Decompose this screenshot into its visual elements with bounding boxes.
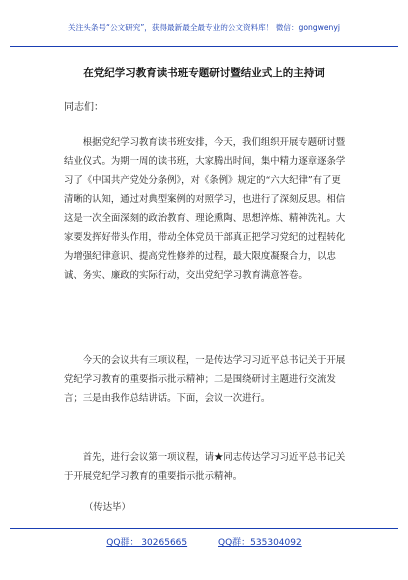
document-title: 在党纪学习教育读书班专题研讨暨结业式上的主持词 [83, 67, 325, 79]
footer [0, 535, 408, 548]
footer-qq-group-2[interactable]: QQ群：535304092 [218, 538, 302, 548]
salutation: 同志们： [64, 102, 104, 113]
header-divider [10, 46, 398, 47]
header-banner: 关注头条号“公文研究”，获得最新最全最专业的公文资料库！ 微信：gongwenyj [68, 23, 340, 32]
paragraph-2: 今天的会议共有三项议程，一是传达学习习近平总书记关于开展党纪学习教育的重要指示批示精神；二是围绕研讨主题进行交流发言；三是由我作总结讲话。下面，会议一次进行。 [64, 355, 346, 404]
footer-divider [10, 528, 398, 529]
paragraph-1: 根据党纪学习教育读书班安排，今天，我们组织开展专题研讨暨结业仪式。为期一周的读书班，大家腾出时间，集中精力逐章逐条学习了《中国共产党处分条例》，对《条例》规定的“六大纪律”有了更清晰的认知，通过对典型案例的对照学习，也进行了深刻反思。相信这是一次全面深刻的政治教育、理论熏陶、思想淬炼、精神洗礼。大家要发挥好带头作用，带动全体党员干部真正把学习党纪的过程转化为增强纪律意识、提高党性修养的过程，最大限度凝聚合力，以忠诚、务实、廉政的实际行动，交出党纪学习教育满意答卷。 [64, 137, 346, 281]
footer-qq-group-1[interactable]: QQ群： 30265665 [106, 538, 188, 548]
closing-note: （传达毕） [84, 502, 131, 513]
paragraph-3: 首先，进行会议第一项议程，请★同志传达学习习近平总书记关于开展党纪学习教育的重要指示批示精神。 [64, 452, 346, 482]
